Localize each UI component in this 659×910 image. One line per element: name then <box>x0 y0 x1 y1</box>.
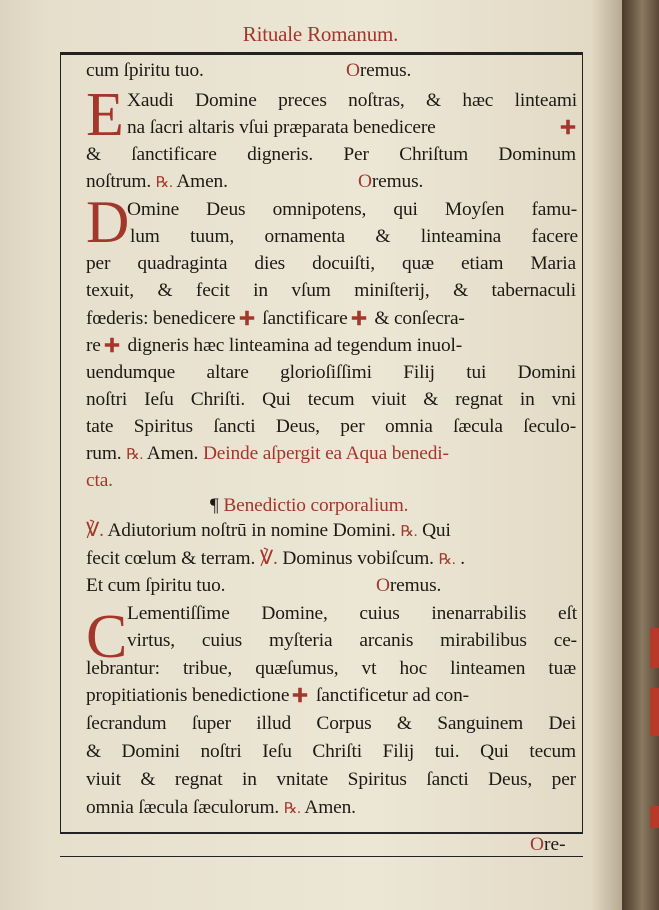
text-line: Lementiſſime Domine, cuius inenarrabilis eſt <box>127 603 577 624</box>
running-title: Rituale Romanum. <box>242 22 399 46</box>
text-line: noſtrum. ℞. Amen. Oremus. <box>86 171 424 192</box>
text-line: texuit, & fecit in vſum miniſterij, & tabernaculi <box>86 280 576 301</box>
text-line: & ſanctificare digneris. Per Chriſtum Dominum <box>86 144 576 165</box>
text-line: fecit cœlum & terram. ℣. Dominus vobiſcum. ℞. . <box>86 548 465 569</box>
text-line: ℣. Adiutorium noſtrū in nomine Domini. ℞. Qui <box>86 520 451 541</box>
text-line: fœderis: benedicere ſanctificare & conſecra- <box>86 308 465 329</box>
edge-marker <box>650 806 659 828</box>
text-line: propitiationis benedictione ſanctificetur ad con- <box>86 685 469 706</box>
bottom-rule <box>60 832 583 834</box>
initial-d: D <box>86 189 130 255</box>
text-line: viuit & regnat in vnitate Spiritus ſancti Deus, per <box>86 769 576 790</box>
text-line: virtus, cuius myſteria arcanis mirabilibus ce- <box>127 630 577 651</box>
text-line: uendumque altare glorioſiſſimi Filij tui Domini <box>86 362 576 383</box>
edge-marker <box>650 628 659 668</box>
initial-e: E <box>86 81 124 149</box>
text-line: Et cum ſpiritu tuo. Oremus. <box>86 575 442 596</box>
text-line: rum. ℞. Amen. Deinde aſpergit ea Aqua benedi- <box>86 443 449 464</box>
cross-icon <box>350 309 368 327</box>
cross-icon <box>238 309 256 327</box>
top-rule-inner <box>60 54 583 55</box>
text-line: ſecrandum ſuper illud Corpus & Sanguinem Dei <box>86 713 576 734</box>
page-edge <box>622 0 659 910</box>
text-line: omnia ſæcula ſæculorum. ℞. Amen. <box>86 797 356 818</box>
cross-icon <box>103 336 121 354</box>
text-line: lebrantur: tribue, quæſumus, vt hoc linteamen tuæ <box>86 658 576 679</box>
text-line: & Domini noſtri Ieſu Chriſti Filij tui. Qui tecum <box>86 741 576 762</box>
initial-c: C <box>86 603 128 671</box>
edge-marker <box>650 688 659 736</box>
text-line: cta. <box>86 470 113 491</box>
cross-icon <box>291 686 309 704</box>
text-line: noſtri Ieſu Chriſti. Qui tecum viuit & regnat in vni <box>86 389 576 410</box>
cross-icon <box>559 118 577 136</box>
text-line: per quadraginta dies docuiſti, quæ etiam Maria <box>86 253 576 274</box>
text-line: Omine Deus omnipotens, qui Moyſen famu- <box>127 199 577 220</box>
text-line: cum ſpiritu tuo. Oremus. <box>86 60 412 81</box>
section-heading: ¶ Benedictio corporalium. <box>210 495 409 516</box>
catchword: Ore- <box>530 834 566 855</box>
text-line: lum tuum, ornamenta & linteamina facere <box>130 226 578 247</box>
text-line: Xaudi Domine preces noſtras, & hæc linteami <box>127 90 577 111</box>
text-line: re digneris hæc linteamina ad tegendum inuol- <box>86 335 463 356</box>
bottom-rule-2 <box>60 856 583 857</box>
text-line: tate Spiritus ſancti Deus, per omnia ſæcula ſeculo- <box>86 416 576 437</box>
text-line: na ſacri altaris vſui præparata benedicere <box>127 118 577 137</box>
